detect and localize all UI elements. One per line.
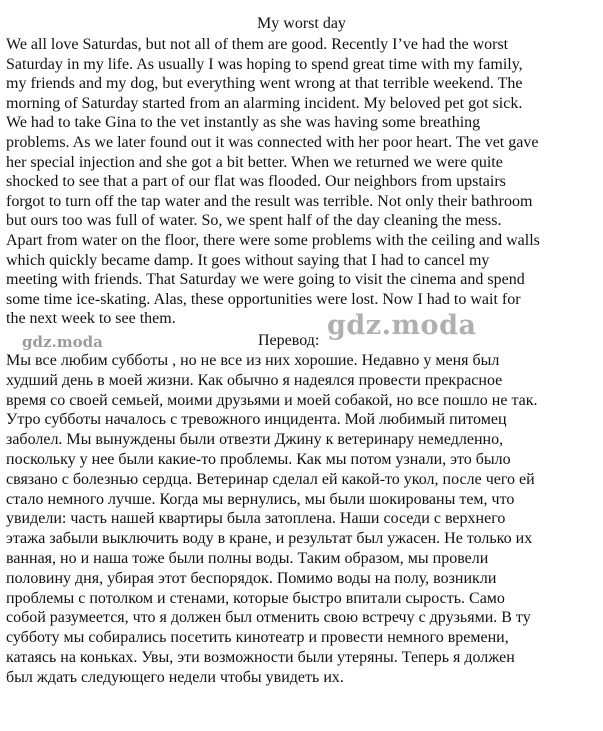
english-line: the next week to see them.	[6, 310, 176, 328]
english-line: We had to take Gina to the vet instantly as she was having some breathing	[6, 114, 481, 132]
english-line: which quickly became damp. It goes without saying that I had to cancel my	[6, 251, 490, 269]
russian-line: проблемы с потолком и стенами, которые быстро впитали сырость. Само	[6, 589, 505, 607]
russian-line: половину дня, убирая этот беспорядок. Помимо воды на полу, возникли	[6, 569, 497, 587]
english-line: my friends and my dog, but everything went wrong at that terrible weekend. The	[6, 75, 523, 93]
russian-line: связано с болезнью сердца. Ветеринар сделал ей какой-то укол, после чего ей	[6, 470, 535, 488]
watermark-small: gdz.moda	[22, 333, 103, 351]
russian-text	[6, 351, 598, 688]
russian-line: Утро субботы началось с тревожного инцидента. Мой любимый питомец	[6, 411, 507, 429]
russian-line: стало немного лучше. Когда мы вернулись, мы были шокированы тем, что	[6, 490, 515, 508]
english-line: problems. As we later found out it was connected with her poor heart. The vet gave	[6, 133, 539, 151]
russian-line: увидели: часть нашей квартиры была затоплена. Наши соседи с верхнего	[6, 510, 506, 528]
english-line: forgot to turn off the tap water and the result was terrible. Not only their bathroom	[6, 192, 533, 210]
english-line: shocked to see that a part of our flat was flooded. Our neighbors from upstairs	[6, 173, 506, 191]
russian-line: собой разумеется, что я должен был отменить свою встречу с друзьями. В ту	[6, 609, 531, 627]
english-line: Apart from water on the floor, there were some problems with the ceiling and walls	[6, 231, 540, 249]
watermark-large: gdz.moda	[327, 310, 477, 341]
russian-line: заболел. Мы вынуждены были отвезти Джину к ветеринару немедленно,	[6, 431, 504, 449]
russian-line: время со своей семьей, моими друзьями и моей собакой, но все пошло не так.	[6, 391, 538, 409]
english-line: Saturday in my life. As usually I was hoping to spend great time with my family,	[6, 55, 523, 73]
russian-line: был ждать следующего недели чтобы увидеть их.	[6, 668, 344, 686]
english-line: but ours too was full of water. So, we spent half of the day cleaning the mess.	[6, 212, 502, 230]
page-title: My worst day	[257, 15, 346, 32]
english-line: her special injection and she got a bit better. When we returned we were quite	[6, 153, 503, 171]
english-text	[6, 35, 598, 329]
russian-line: этажа забыли выключить воду в кране, и результат был ужасен. Не только их	[6, 530, 533, 548]
russian-line: Мы все любим субботы , но не все из них хорошие. Недавно у меня был	[6, 352, 500, 369]
russian-line: ванная, но и наша тоже были полны воды. Таким образом, мы провели	[6, 549, 489, 567]
english-line: meeting with friends. That Saturday we were going to visit the cinema and spend	[6, 271, 525, 289]
russian-line: катаясь на коньках. Увы, эти возможности были утеряны. Теперь я должен	[6, 648, 515, 666]
english-line: some time ice-skating. Alas, these opportunities were lost. Now I had to wait for	[6, 290, 521, 308]
english-line: morning of Saturday started from an alarming incident. My beloved pet got sick.	[6, 94, 523, 112]
translation-label: Перевод:	[258, 332, 320, 349]
russian-line: субботу мы собирались посетить кинотеатр и провести немного времени,	[6, 629, 509, 647]
russian-line: худший день в моей жизни. Как обычно я надеялся провести прекрасное	[6, 371, 503, 389]
russian-line: поскольку у нее были какие-то проблемы. Как мы потом узнали, это было	[6, 450, 511, 468]
english-line: We all love Saturdas, but not all of them are good. Recently I’ve had the worst	[6, 36, 509, 53]
